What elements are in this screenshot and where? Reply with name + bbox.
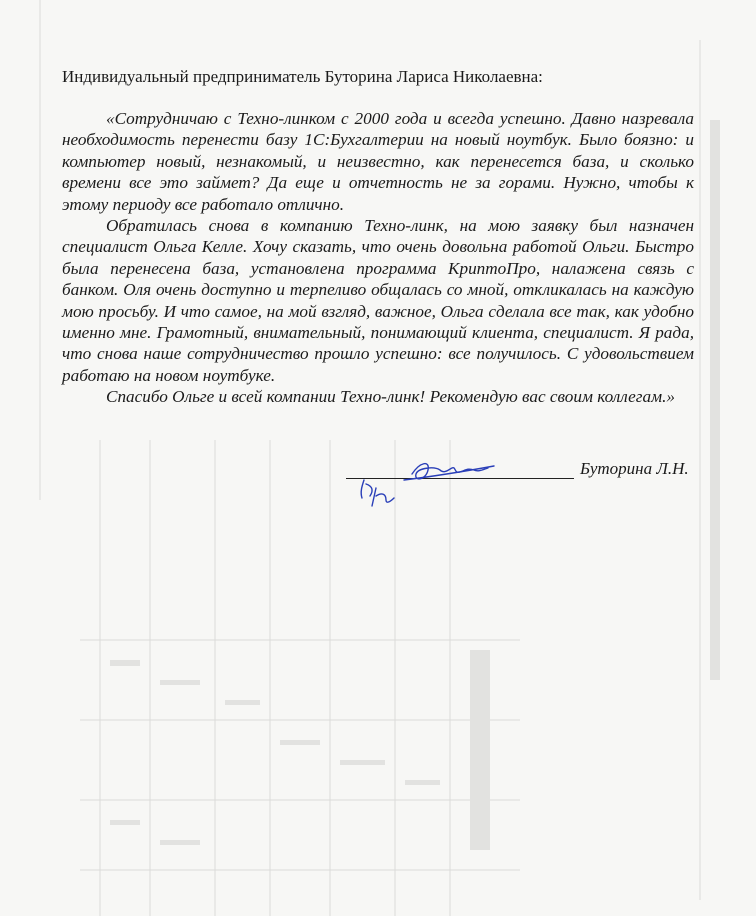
testimonial-body: [62, 108, 694, 408]
paragraph-3: Спасибо Ольге и всей компании Техно-линк! Рекомендую вас своим коллегам.»: [106, 387, 675, 407]
signatory-name: Буторина Л.Н.: [580, 459, 689, 478]
paragraph-1: «Сотрудничаю с Техно-линком с 2000 года и всегда успешно. Давно назревала необходимость перенести базу 1С:Бухгалтерии на новый ноутбук. Было боязно: и компьютер новый, незнакомый, и неизвестно, как перенесется база, и сколько времени все это займет? Да еще и отчетность не за горами. Нужно, чтобы к этому периоду все работало отлично.: [62, 109, 694, 214]
document-heading: Индивидуальный предприниматель Буторина Лариса Николаевна:: [62, 67, 543, 86]
handwritten-signature-icon: [350, 440, 500, 512]
paragraph-2: Обратилась снова в компанию Техно-линк, на мою заявку был назначен специалист Ольга Келле. Хочу сказать, что очень довольна работой Ольги. Быстро была перенесена база, установлена программа КриптоПро, налажена связь с банком. Оля очень доступно и терпеливо общалась со мной, откликалась на каждую мою просьбу. И что самое, на мой взгляд, важное, Ольга сделала все так, как удобно именно мне. Грамотный, внимательный, понимающий клиента, специалист. Я рада, что снова наше сотрудничество прошло успешно: все получилось. С удовольствием работаю на новом ноутбуке.: [62, 216, 694, 385]
